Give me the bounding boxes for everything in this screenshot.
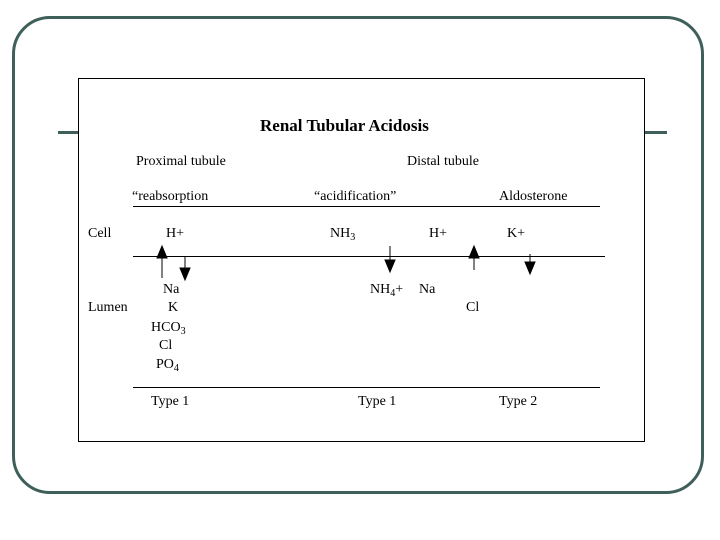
header-reabsorption: “reabsorption xyxy=(132,189,209,204)
cell-nh3: $NH_3$ xyxy=(330,226,356,243)
lumen-hco3: $HCO_3$ xyxy=(151,320,186,337)
lumen-na-distal: Na xyxy=(419,282,436,297)
lumen-cl-proximal: Cl xyxy=(159,338,173,353)
cell-h-distal: H+ xyxy=(429,226,448,241)
lumen-nh4: $NH_4+$ xyxy=(370,282,404,299)
lumen-po4: $PO_4$ xyxy=(156,357,179,374)
type-label-proximal: Type 1 xyxy=(151,394,190,409)
cell-h-proximal: H+ xyxy=(166,226,185,241)
frame-accent-right xyxy=(643,131,667,134)
header-proximal-tubule: Proximal tubule xyxy=(136,154,226,169)
lumen-k: K xyxy=(168,300,179,315)
diagram-title: Renal Tubular Acidosis xyxy=(260,116,429,135)
footer-divider xyxy=(133,387,600,388)
membrane-line xyxy=(133,256,605,257)
row-label-lumen: Lumen xyxy=(88,300,128,315)
header-aldosterone: Aldosterone xyxy=(499,189,568,204)
cell-k-plus: K+ xyxy=(507,226,526,241)
header-acidification: “acidification” xyxy=(314,189,397,204)
type-label-aldosterone: Type 2 xyxy=(499,394,538,409)
row-label-cell: Cell xyxy=(88,226,112,241)
lumen-cl-distal: Cl xyxy=(466,300,480,315)
header-distal-tubule: Distal tubule xyxy=(407,154,479,169)
type-label-distal: Type 1 xyxy=(358,394,397,409)
header-divider xyxy=(133,206,600,207)
lumen-na-proximal: Na xyxy=(163,282,180,297)
